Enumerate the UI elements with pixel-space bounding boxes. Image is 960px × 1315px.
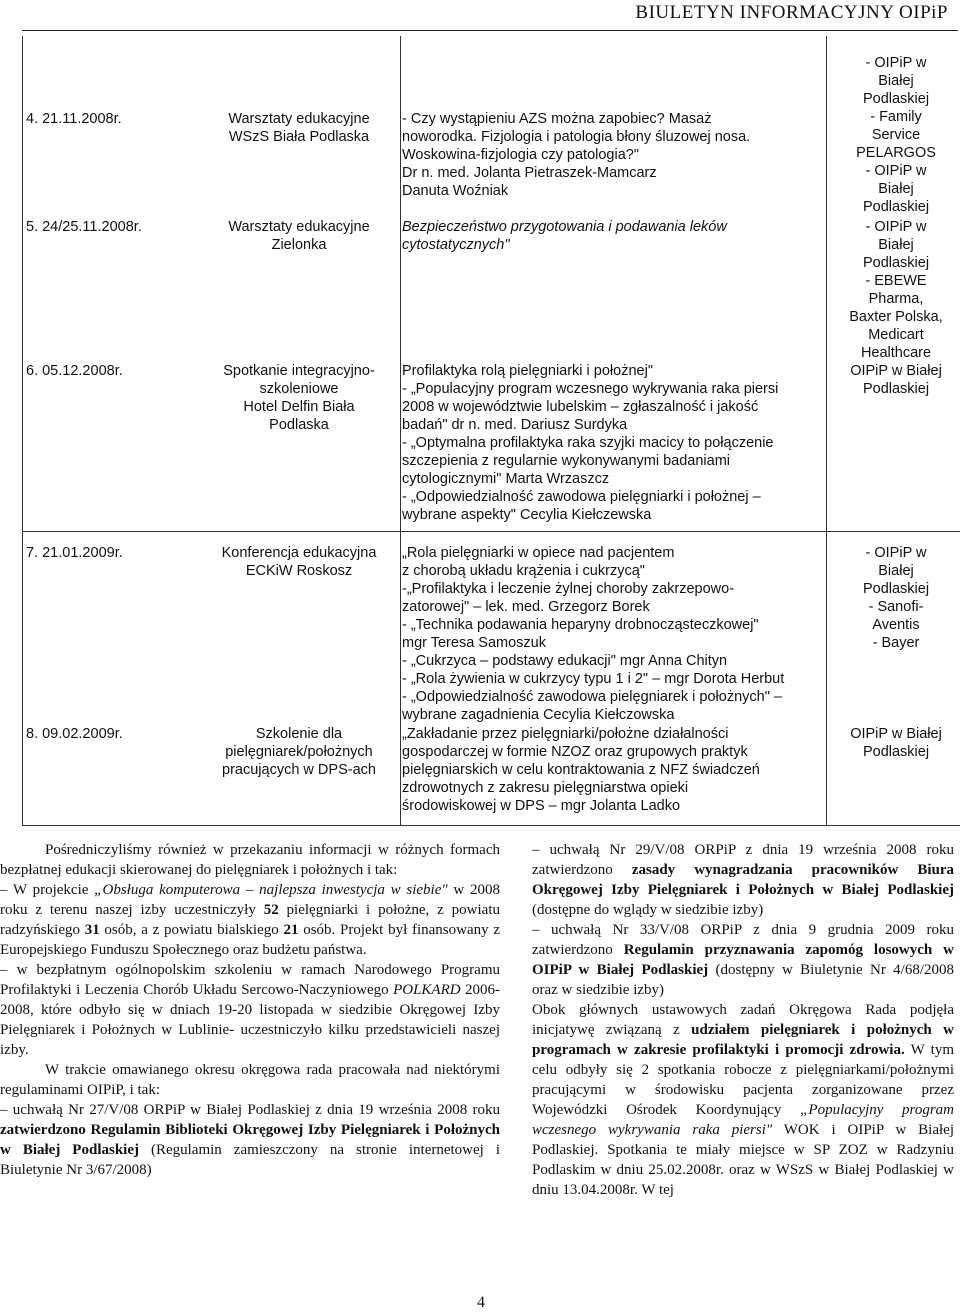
text-run: – W projekcie [0, 882, 95, 898]
text-run: Obok głównych ustawowych zadań Okręgowa Rada podjęła inicjatywę związaną z [532, 1002, 954, 1038]
row-event: Szkolenie dla pielęgniarek/położnych pracujących w DPS-ach [222, 726, 376, 778]
row-organizers: OIPiP w Białej Podlaskiej [850, 726, 942, 760]
table-divider-org [826, 36, 827, 826]
row-date: 7. 21.01.2009r. [26, 545, 123, 561]
right-text-column [532, 840, 954, 1200]
bullet-paragraph [0, 1100, 500, 1180]
row-date: 4. 21.11.2008r. [26, 111, 122, 127]
row-event: Warsztaty edukacyjne WSzS Biała Podlaska [228, 111, 370, 145]
paragraph: Pośredniczyliśmy również w przekazaniu informacji w różnych formach bezpłatnej edukacji skierowanej do pielęgniarek i położnych i tak: [0, 842, 500, 878]
table-row-separator [22, 531, 960, 532]
row-date: 6. 05.12.2008r. [26, 363, 123, 379]
row-event: Warsztaty edukacyjne Zielonka [228, 219, 370, 253]
bold-number: 21 [283, 922, 299, 938]
table-border-left [22, 36, 23, 826]
row-topics: - Czy wystąpieniu AZS można zapobiec? Masaż noworodka. Fizjologia i patologia błony śluzowej nosa. Woskowina-fizjologia czy patologia?" Dr n. med. Jolanta Pietraszek-Mamcarz Danuta Woźniak [402, 111, 751, 199]
text-run: – uchwałą Nr 33/V/08 ORPiP z dnia 9 grudnia 2009 roku zatwierdzono [532, 922, 954, 958]
text-run: WOK i OIPiP w Białej Podlaskiej. Spotkania te miały miejsce w SP ZOZ w Radzyniu Podlaskim w dniu 25.02.2008r. oraz w WSzS w Białej Podlaskiej w dniu 13.04.2008r. W tej [532, 1122, 954, 1198]
text-run: W tym celu odbyły się 2 spotkania robocze z pielęgniarkami/położnymi pracującymi w środowisku pacjenta zorganizowane przez Wojewódzki Ośrodek Koordynujący [532, 1042, 954, 1118]
text-run: – w bezpłatnym ogólnopolskim szkoleniu w ramach Narodowego Programu Profilaktyki i Leczenia Chorób Układu Sercowo-Naczyniowego [0, 962, 500, 998]
row-date: 8. 09.02.2009r. [26, 726, 123, 742]
bullet-paragraph [532, 920, 954, 1000]
text-run: – uchwałą Nr 27/V/08 ORPiP w Białej Podlaskiej z dnia 19 września 2008 roku [0, 1102, 500, 1118]
italic-run: „Populacyjny program wczesnego wykrywania raka piersi" [532, 1102, 955, 1138]
bold-run: zatwierdzono Regulamin Biblioteki Okręgowej Izby Pielęgniarek i Położnych w Białej Podlaskiej [0, 1122, 500, 1158]
page-number: 4 [477, 1294, 485, 1311]
italic-run: „Obsługa komputerowa – najlepsza inwestycja w siebie" [94, 882, 448, 898]
text-run: osób, a z powiatu bialskiego [99, 922, 284, 938]
left-text-column [0, 840, 500, 1180]
row-topics: Profilaktyka rolą pielęgniarki i położnej" - „Populacyjny program wczesnego wykrywania raka piersi 2008 w województwie lubelskim – zgłaszalność i jakość badań" dr n. med. Dariusz Surdyka - „Optymalna profilaktyka raka szyjki macicy to połączenie szczepienia z regularnie wykonywanymi badaniami cytologicznymi" Marta Wrzaszcz - „Odpowiedzialność zawodowa pielęgniarki i położnej – wybrane aspekty" Cecylia Kiełczewska [402, 363, 779, 523]
text-run: (dostępne do wglądy w siedzibie izby) [532, 902, 764, 918]
row-organizers: - OIPiP w Białej Podlaskiej - Sanofi- Aventis - Bayer [862, 545, 930, 651]
text-run: – uchwałą Nr 29/V/08 ORPiP z dnia 19 września 2008 roku zatwierdzono [532, 842, 954, 878]
text-run: 2006-2008, które odbyło się w dniach 19-20 listopada w siedzibie Okręgowej Izby Pielęgniarek i Położnych w Lublinie- uczestniczyło kilku przedstawicieli naszej izby. [0, 982, 500, 1058]
bullet-paragraph [0, 960, 500, 1060]
text-run: (Regulamin zamieszczony na stronie internetowej i Biuletynie Nr 3/67/2008) [0, 1142, 500, 1178]
text-run: w 2008 roku z terenu naszej izby uczestniczyły [0, 882, 500, 918]
row-topics: Bezpieczeństwo przygotowania i podawania leków cytostatycznych" [402, 219, 727, 253]
row-event: Spotkanie integracyjno- szkoleniowe Hotel Delfin Biała Podlaska [223, 363, 375, 433]
events-table [22, 36, 960, 826]
bold-run: udziałem pielęgniarek i położnych w programach w zakresie profilaktyki i promocji zdrowia. [532, 1022, 954, 1058]
row-organizers: - OIPiP w Białej Podlaskiej - Family Service PELARGOS - OIPiP w Białej Podlaskiej [856, 55, 936, 215]
bullet-paragraph [532, 840, 954, 920]
row-organizers: OIPiP w Białej Podlaskiej [850, 363, 942, 397]
bold-run: zasady wynagradzania pracowników Biura Okręgowej Izby Pielęgniarek i Położnych w Białej Podlaskiej [532, 862, 954, 898]
table-divider-topics [400, 36, 401, 826]
header-rule [22, 30, 958, 31]
row-topics: „Zakładanie przez pielęgniarki/położne działalności gospodarczej w formie NZOZ oraz grupowych praktyk pielęgniarskich w celu kontraktowania z NFZ świadczeń zdrowotnych z zakresu pielęgniarstwa opieki środowiskowej w DPS – mgr Jolanta Ladko [402, 726, 760, 814]
row-organizers: - OIPiP w Białej Podlaskiej - EBEWE Pharma, Baxter Polska, Medicart Healthcare [849, 219, 943, 361]
bullet-paragraph [0, 880, 500, 960]
text-run: pielęgniarki i położne, z powiatu radzyńskiego [0, 902, 501, 938]
bold-number: 52 [263, 902, 279, 918]
text-run: osób. Projekt był finansowany z Europejskiego Funduszu Społecznego oraz budżetu państwa. [0, 922, 500, 958]
row-date: 5. 24/25.11.2008r. [26, 219, 142, 235]
italic-run: POLKARD [393, 982, 461, 998]
text-run: (dostępny w Biuletynie Nr 4/68/2008 oraz w siedzibie izby) [532, 962, 954, 998]
row-topics: „Rola pielęgniarki w opiece nad pacjentem z chorobą układu krążenia i cukrzycą" -„Profilaktyka i leczenie żylnej choroby zakrzepowo- zatorowej" – lek. med. Grzegorz Borek - „Technika podawania heparyny drobnocząsteczkowej" mgr Teresa Samoszuk - „Cukrzyca – podstawy edukacji" mgr Anna Chityn - „Rola żywienia w cukrzycy typu 1 i 2" – mgr Dorota Herbut - „Odpowiedzialność zawodowa pielęgniarek i położnych" – wybrane zagadnienia Cecylia Kiełczowska [402, 545, 785, 723]
paragraph [532, 1000, 954, 1200]
bold-number: 31 [84, 922, 100, 938]
page-header-title: BIULETYN INFORMACYJNY OIPiP [635, 2, 948, 23]
paragraph: W trakcie omawianego okresu okręgowa rada pracowała nad niektórymi regulaminami OIPiP, i tak: [0, 1062, 500, 1098]
row-event: Konferencja edukacyjna ECKiW Roskosz [221, 545, 377, 579]
table-bottom-border [22, 825, 960, 826]
bold-run: Regulamin przyznawania zapomóg losowych w OIPiP w Białej Podlaskiej [532, 942, 954, 978]
